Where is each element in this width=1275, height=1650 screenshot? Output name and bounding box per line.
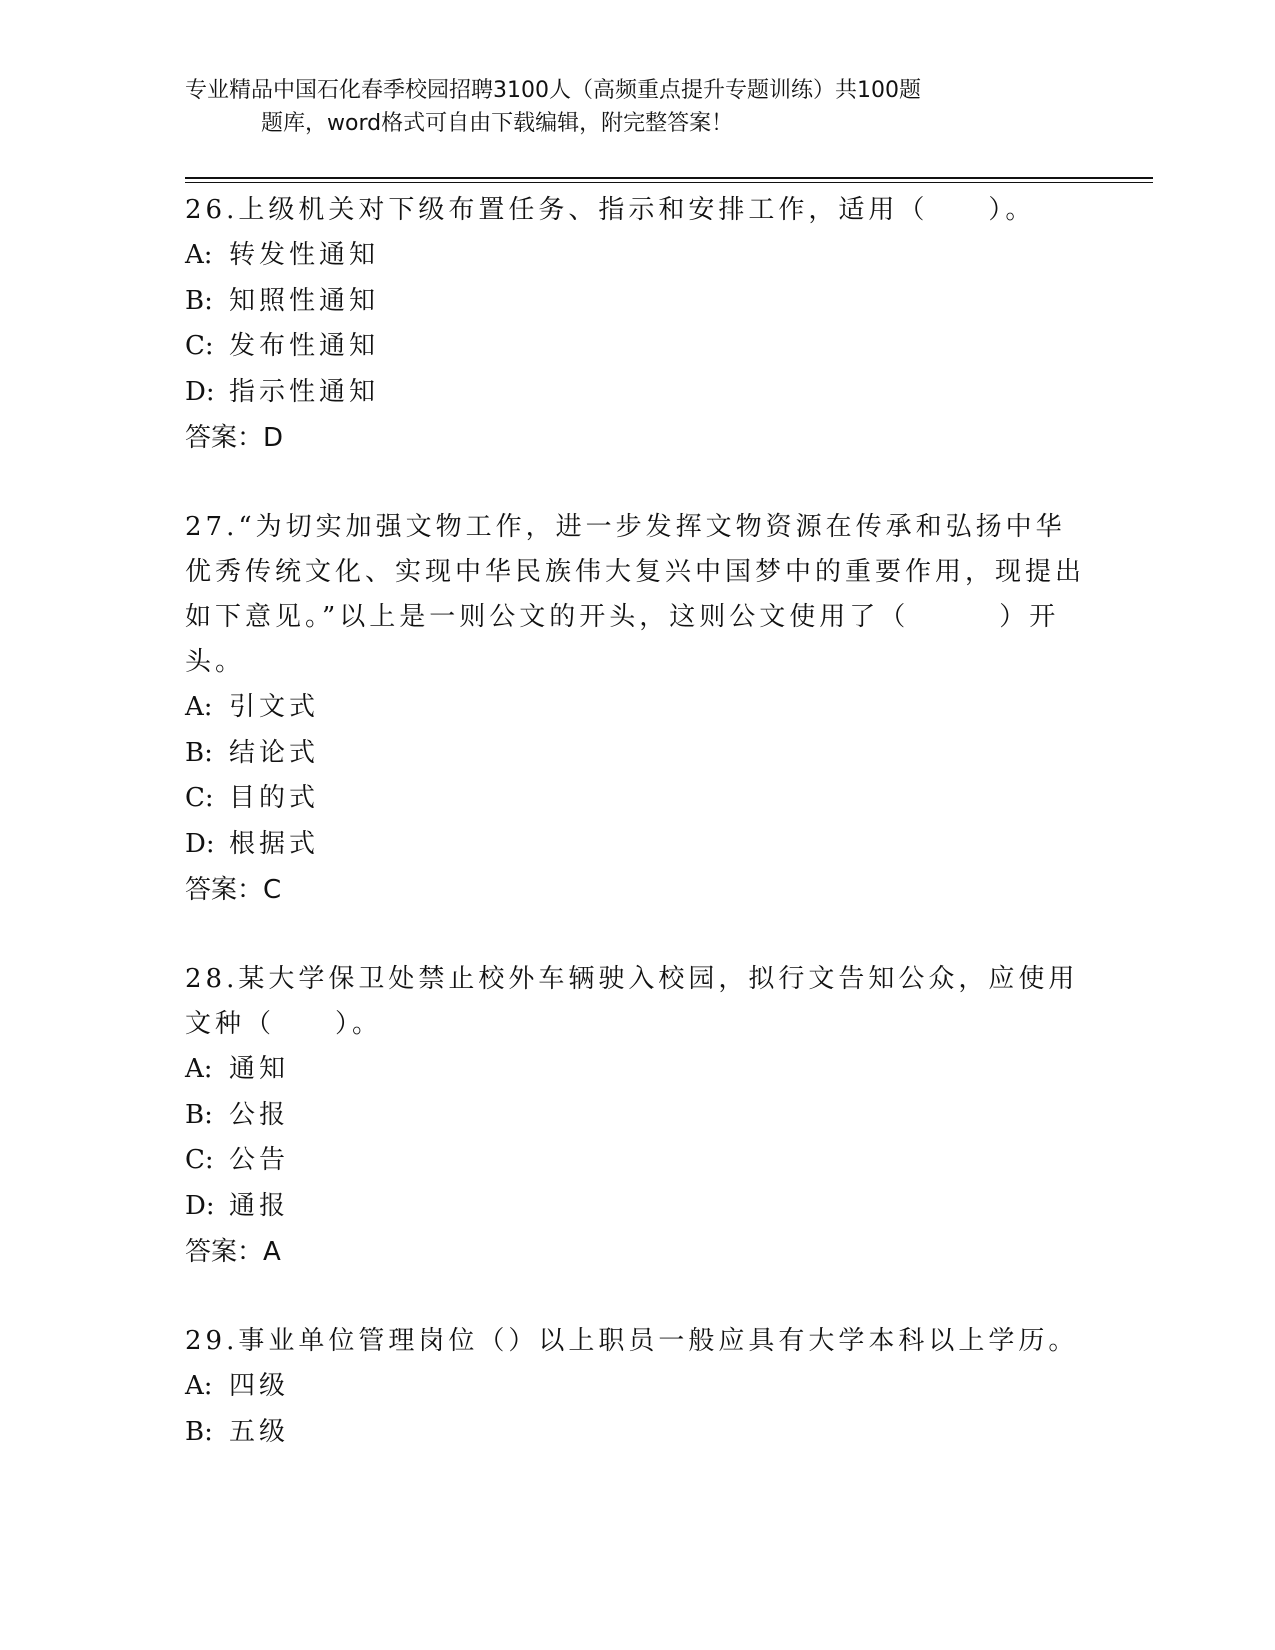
option-c	[185, 324, 1085, 370]
header-rule-thick	[185, 177, 1153, 179]
option-text: 通知	[229, 1054, 290, 1084]
option-text: 四级	[229, 1371, 290, 1401]
option-key: B:	[185, 285, 213, 316]
question-text: 26.上级机关对下级布置任务、指示和安排工作，适用（ ）。	[185, 195, 1036, 225]
option-a	[185, 685, 1085, 731]
option-key: B:	[185, 1099, 213, 1130]
option-b	[185, 1410, 1085, 1456]
option-text: 发布性通知	[229, 331, 380, 361]
option-key: C:	[185, 1145, 214, 1175]
option-text: 五级	[229, 1416, 290, 1447]
answer-line: 答案：D	[185, 423, 284, 453]
option-a	[185, 1047, 1085, 1093]
option-text: 结论式	[229, 737, 320, 768]
option-key: B:	[185, 737, 213, 768]
option-a	[185, 233, 1085, 279]
option-a	[185, 1364, 1085, 1410]
question-list	[185, 188, 1085, 1499]
document-header	[185, 74, 1045, 140]
question-text: 28.某大学保卫处禁止校外车辆驶入校园，拟行文告知公众，应使用文种（ ）。	[185, 964, 1079, 1039]
option-key: C:	[185, 783, 214, 813]
option-d	[185, 370, 1085, 416]
answer-line: 答案：C	[185, 875, 282, 905]
option-key: B:	[185, 1416, 213, 1447]
option-key: A:	[185, 1371, 213, 1401]
option-key: D:	[185, 376, 215, 407]
option-b	[185, 279, 1085, 325]
option-text: 根据式	[229, 828, 320, 859]
option-text: 知照性通知	[229, 285, 380, 316]
option-text: 公告	[229, 1145, 290, 1175]
option-text: 指示性通知	[229, 376, 380, 407]
option-key: D:	[185, 1190, 215, 1221]
question-28	[185, 957, 1085, 1275]
question-26	[185, 188, 1085, 461]
header-title-line1: 专业精品中国石化春季校园招聘3100人（高频重点提升专题训练）共100题	[185, 78, 921, 103]
option-key: A:	[185, 1054, 213, 1084]
option-d	[185, 1184, 1085, 1230]
header-rule-thin	[185, 182, 1153, 183]
option-b	[185, 1093, 1085, 1139]
option-key: D:	[185, 828, 215, 859]
option-text: 引文式	[229, 692, 320, 722]
option-b	[185, 731, 1085, 777]
question-text: 29.事业单位管理岗位（）以上职员一般应具有大学本科以上学历。	[185, 1326, 1079, 1356]
option-key: C:	[185, 331, 214, 361]
option-key: A:	[185, 692, 213, 722]
option-text: 通报	[229, 1190, 290, 1221]
question-27	[185, 505, 1085, 913]
option-d	[185, 822, 1085, 868]
answer-line: 答案：A	[185, 1237, 281, 1267]
option-text: 转发性通知	[229, 240, 380, 270]
option-c	[185, 1138, 1085, 1184]
option-c	[185, 776, 1085, 822]
option-key: A:	[185, 240, 213, 270]
question-text: 27.“为切实加强文物工作，进一步发挥文物资源在传承和弘扬中华优秀传统文化、实现中华民族伟大复兴中国梦中的重要作用，现提出如下意见。”以上是一则公文的开头，这则公文使用了（ ）开头。	[185, 512, 1086, 677]
header-title-line2: 题库，word格式可自由下载编辑，附完整答案！	[261, 111, 734, 136]
option-text: 目的式	[229, 783, 320, 813]
question-29	[185, 1319, 1085, 1455]
option-text: 公报	[229, 1099, 290, 1130]
